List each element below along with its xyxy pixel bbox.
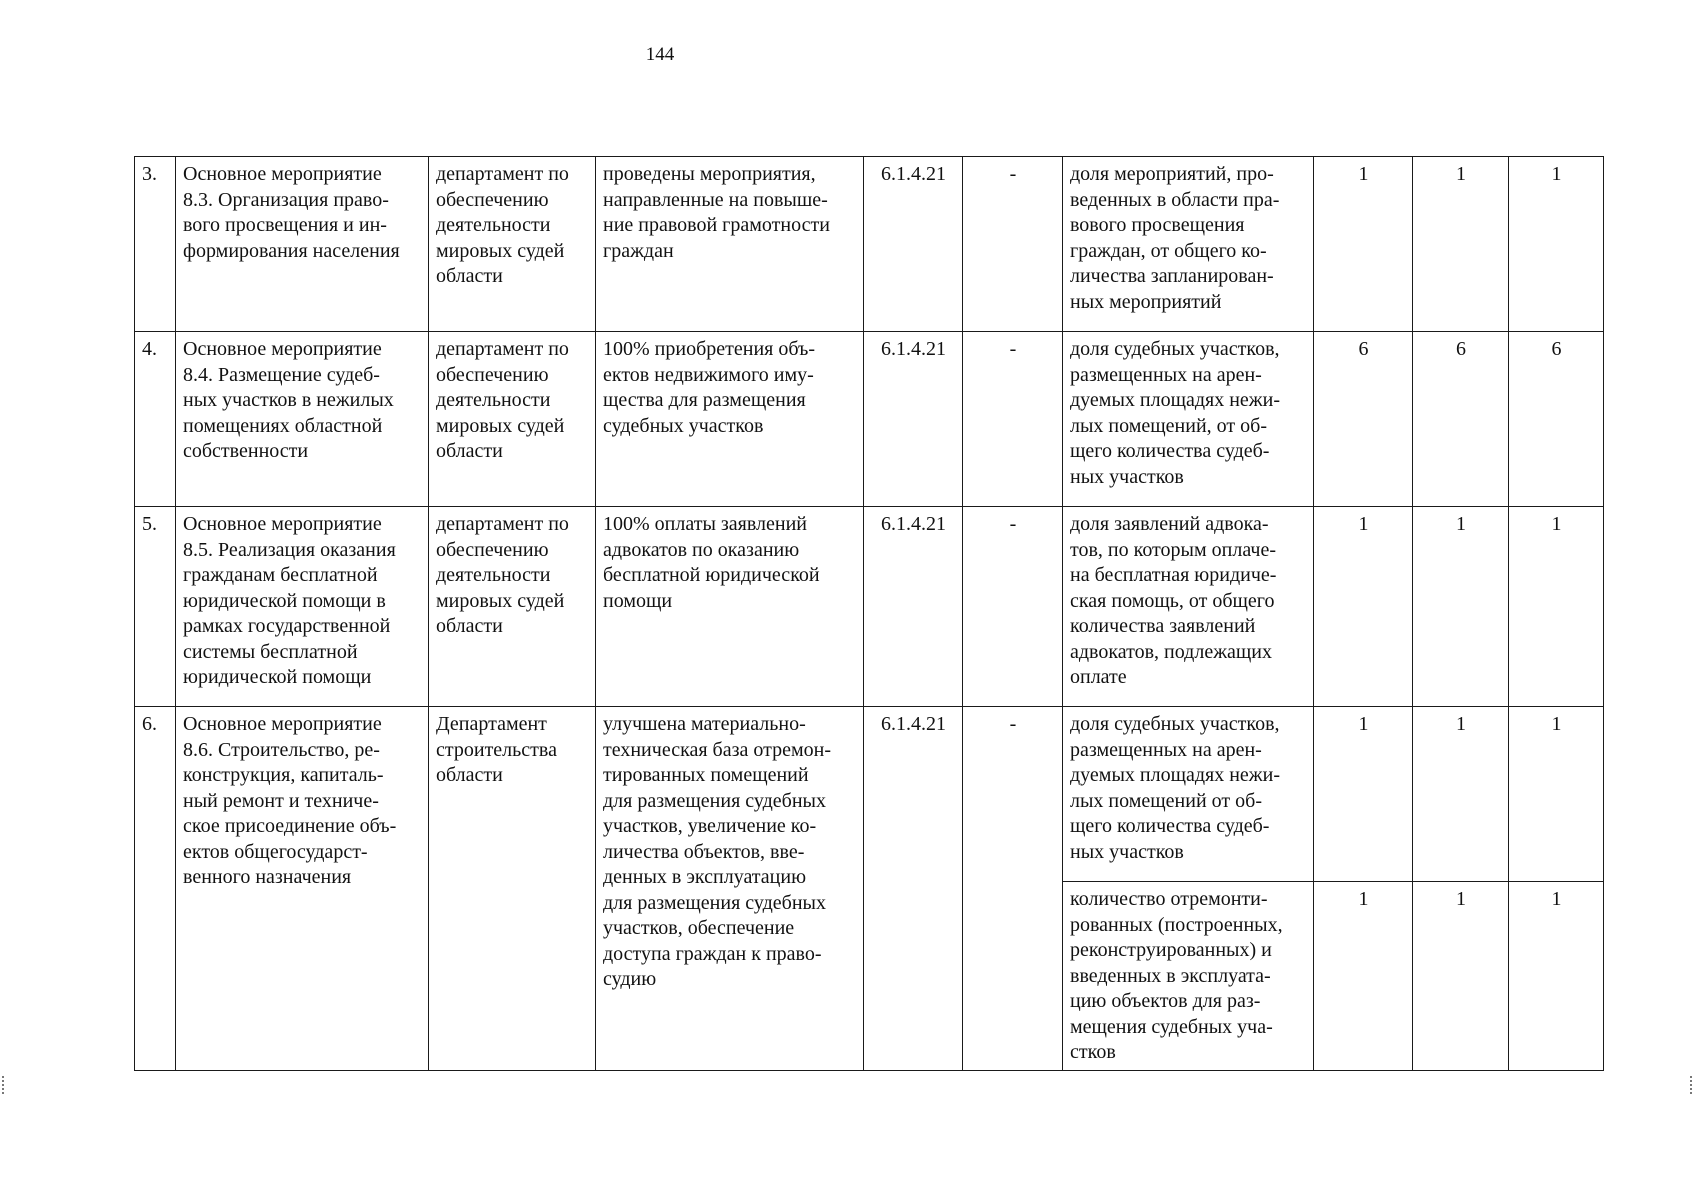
text-line: ный ремонт и техниче- bbox=[183, 789, 379, 812]
text-line: ных участков bbox=[1070, 465, 1184, 488]
text-line: ектов общегосударст- bbox=[183, 840, 368, 863]
text-line: департамент по bbox=[436, 513, 569, 535]
text-line: 8.6. Строительство, ре- bbox=[183, 738, 380, 761]
text-line: ние правовой грамотности bbox=[603, 214, 830, 236]
program-code: 6.1.4.21 bbox=[864, 707, 963, 1071]
text-line: помощи bbox=[603, 589, 673, 612]
event-name bbox=[176, 707, 429, 1071]
text-line: ных мероприятий bbox=[1070, 290, 1222, 313]
text-line: Основное мероприятие bbox=[183, 338, 382, 360]
scan-artifact bbox=[2, 1076, 10, 1094]
text-line: адвокатов, подлежащих bbox=[1070, 640, 1273, 663]
indicator-value: 1 bbox=[1314, 507, 1413, 707]
text-line: юридической помощи bbox=[183, 666, 372, 688]
text-line: деятельности bbox=[436, 214, 551, 236]
text-line: оплате bbox=[1070, 666, 1127, 688]
executor bbox=[429, 507, 596, 707]
expected-result bbox=[596, 332, 864, 507]
text-line: обеспечению bbox=[436, 538, 549, 561]
indicator-text bbox=[1063, 882, 1314, 1071]
text-line: Основное мероприятие bbox=[183, 713, 382, 735]
indicator-text bbox=[1063, 707, 1314, 882]
executor bbox=[429, 332, 596, 507]
text-line: размещенных на арен- bbox=[1070, 363, 1262, 386]
program-code: 6.1.4.21 bbox=[864, 507, 963, 707]
text-line: лых помещений, от об- bbox=[1070, 414, 1267, 437]
expected-result bbox=[596, 507, 864, 707]
text-line: обеспечению bbox=[436, 188, 549, 211]
text-line: судебных участков bbox=[603, 414, 764, 437]
text-line: доступа граждан к право- bbox=[603, 942, 822, 965]
text-line: стков bbox=[1070, 1041, 1116, 1063]
text-line: количество отремонти- bbox=[1070, 888, 1268, 910]
indicator-value: 1 bbox=[1413, 882, 1509, 1071]
text-line: юридической помощи в bbox=[183, 589, 386, 612]
text-line: щего количества судеб- bbox=[1070, 815, 1270, 837]
text-line: деятельности bbox=[436, 389, 551, 411]
text-line: венного назначения bbox=[183, 866, 352, 888]
text-line: 8.3. Организация право- bbox=[183, 188, 389, 211]
text-line: участков, увеличение ко- bbox=[603, 815, 817, 837]
text-line: мировых судей bbox=[436, 239, 565, 262]
text-line: департамент по bbox=[436, 163, 569, 185]
scan-artifact bbox=[1690, 1076, 1697, 1094]
text-line: техническая база отремон- bbox=[603, 738, 832, 761]
executor bbox=[429, 157, 596, 332]
text-line: мещения судебных уча- bbox=[1070, 1015, 1273, 1038]
table-row bbox=[135, 707, 1604, 882]
text-line: 100% приобретения объ- bbox=[603, 338, 816, 360]
text-line: вого просвещения и ин- bbox=[183, 214, 387, 236]
text-line: области bbox=[436, 265, 503, 287]
text-line: гражданам бесплатной bbox=[183, 564, 378, 586]
text-line: проведены мероприятия, bbox=[603, 163, 816, 185]
text-line: участков, обеспечение bbox=[603, 917, 795, 939]
text-line: улучшена материально- bbox=[603, 713, 806, 735]
row-number: 3. bbox=[135, 157, 176, 332]
text-line: 100% оплаты заявлений bbox=[603, 513, 808, 535]
text-line: щего количества судеб- bbox=[1070, 440, 1270, 462]
indicator-value: 1 bbox=[1413, 157, 1509, 332]
text-line: вового просвещения bbox=[1070, 214, 1245, 236]
text-line: веденных в области пра- bbox=[1070, 188, 1280, 211]
indicator-value: 6 bbox=[1314, 332, 1413, 507]
text-line: области bbox=[436, 764, 503, 786]
row-number: 5. bbox=[135, 507, 176, 707]
dash-cell: - bbox=[963, 507, 1063, 707]
text-line: 8.5. Реализация оказания bbox=[183, 538, 396, 561]
dash-cell: - bbox=[963, 332, 1063, 507]
text-line: Основное мероприятие bbox=[183, 513, 382, 535]
text-line: ных участков в нежилых bbox=[183, 389, 394, 411]
indicator-value: 1 bbox=[1509, 507, 1604, 707]
indicator-value: 1 bbox=[1413, 507, 1509, 707]
text-line: 8.4. Размещение судеб- bbox=[183, 363, 380, 386]
indicator-text bbox=[1063, 507, 1314, 707]
text-line: доля заявлений адвока- bbox=[1070, 513, 1269, 535]
text-line: ных участков bbox=[1070, 840, 1184, 863]
text-line: дуемых площадях нежи- bbox=[1070, 389, 1280, 411]
text-line: ектов недвижимого иму- bbox=[603, 363, 814, 386]
text-line: дуемых площадях нежи- bbox=[1070, 764, 1280, 786]
text-line: Основное мероприятие bbox=[183, 163, 382, 185]
text-line: обеспечению bbox=[436, 363, 549, 386]
text-line: рованных (построенных, bbox=[1070, 913, 1283, 936]
text-line: для размещения судебных bbox=[603, 891, 826, 914]
text-line: личества запланирован- bbox=[1070, 265, 1274, 287]
text-line: области bbox=[436, 615, 503, 637]
text-line: тов, по которым оплаче- bbox=[1070, 538, 1276, 561]
text-line: направленные на повыше- bbox=[603, 188, 828, 211]
text-line: бесплатной юридической bbox=[603, 564, 820, 586]
text-line: граждан bbox=[603, 239, 674, 262]
text-line: тированных помещений bbox=[603, 764, 809, 786]
table-row bbox=[135, 157, 1604, 332]
row-number: 6. bbox=[135, 707, 176, 1071]
text-line: реконструированных) и bbox=[1070, 939, 1272, 961]
text-line: департамент по bbox=[436, 338, 569, 360]
dash-cell: - bbox=[963, 707, 1063, 1071]
expected-result bbox=[596, 157, 864, 332]
text-line: формирования населения bbox=[183, 239, 400, 262]
executor bbox=[429, 707, 596, 1071]
measures-table bbox=[134, 156, 1604, 1071]
program-code: 6.1.4.21 bbox=[864, 157, 963, 332]
text-line: лых помещений от об- bbox=[1070, 789, 1262, 812]
indicator-value: 6 bbox=[1509, 332, 1604, 507]
text-line: строительства bbox=[436, 738, 557, 761]
text-line: доля мероприятий, про- bbox=[1070, 163, 1274, 185]
event-name bbox=[176, 157, 429, 332]
text-line: доля судебных участков, bbox=[1070, 713, 1280, 735]
table-row bbox=[135, 332, 1604, 507]
indicator-value: 1 bbox=[1413, 707, 1509, 882]
text-line: граждан, от общего ко- bbox=[1070, 239, 1267, 262]
text-line: Департамент bbox=[436, 713, 547, 735]
text-line: судию bbox=[603, 968, 657, 990]
text-line: доля судебных участков, bbox=[1070, 338, 1280, 360]
text-line: ское присоединение объ- bbox=[183, 815, 397, 837]
row-number: 4. bbox=[135, 332, 176, 507]
indicator-text bbox=[1063, 332, 1314, 507]
event-name bbox=[176, 332, 429, 507]
dash-cell: - bbox=[963, 157, 1063, 332]
page-number: 144 bbox=[645, 44, 675, 65]
text-line: денных в эксплуатацию bbox=[603, 866, 807, 888]
indicator-value: 1 bbox=[1509, 882, 1604, 1071]
text-line: для размещения судебных bbox=[603, 789, 826, 812]
table-row bbox=[135, 507, 1604, 707]
text-line: размещенных на арен- bbox=[1070, 738, 1262, 761]
text-line: количества заявлений bbox=[1070, 615, 1256, 637]
text-line: личества объектов, вве- bbox=[603, 840, 805, 863]
expected-result bbox=[596, 707, 864, 1071]
indicator-text bbox=[1063, 157, 1314, 332]
text-line: адвокатов по оказанию bbox=[603, 538, 800, 561]
indicator-value: 1 bbox=[1314, 882, 1413, 1071]
text-line: собственности bbox=[183, 440, 309, 462]
indicator-value: 1 bbox=[1509, 707, 1604, 882]
indicator-value: 6 bbox=[1413, 332, 1509, 507]
text-line: мировых судей bbox=[436, 589, 565, 612]
text-line: помещениях областной bbox=[183, 414, 383, 437]
text-line: рамках государственной bbox=[183, 615, 391, 637]
text-line: системы бесплатной bbox=[183, 640, 358, 663]
text-line: на бесплатная юридиче- bbox=[1070, 564, 1277, 586]
text-line: ская помощь, от общего bbox=[1070, 589, 1275, 612]
indicator-value: 1 bbox=[1314, 707, 1413, 882]
text-line: щества для размещения bbox=[603, 389, 806, 411]
text-line: мировых судей bbox=[436, 414, 565, 437]
program-code: 6.1.4.21 bbox=[864, 332, 963, 507]
indicator-value: 1 bbox=[1509, 157, 1604, 332]
text-line: введенных в эксплуата- bbox=[1070, 964, 1271, 987]
event-name bbox=[176, 507, 429, 707]
text-line: области bbox=[436, 440, 503, 462]
indicator-value: 1 bbox=[1314, 157, 1413, 332]
text-line: конструкция, капиталь- bbox=[183, 764, 384, 786]
text-line: цию объектов для раз- bbox=[1070, 990, 1261, 1012]
text-line: деятельности bbox=[436, 564, 551, 586]
